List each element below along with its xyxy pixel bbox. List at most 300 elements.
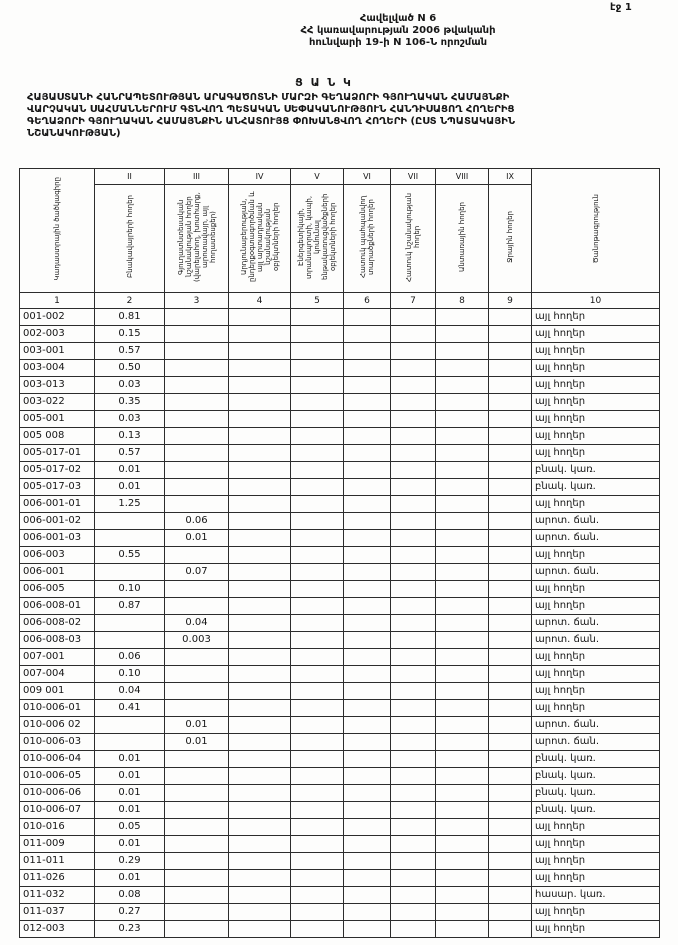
cell-cadastral-code: 011-032 <box>20 887 95 904</box>
cell-area-value <box>489 836 532 853</box>
cell-area-value <box>436 683 489 700</box>
cell-cadastral-code: 003-013 <box>20 377 95 394</box>
cell-cadastral-code: 010-006 02 <box>20 717 95 734</box>
cell-area-value <box>291 802 344 819</box>
cell-note: արոտ. ճան. <box>532 734 660 751</box>
cell-area-value <box>391 887 436 904</box>
table-row <box>20 513 660 530</box>
cell-area-value <box>291 615 344 632</box>
cell-area-value <box>489 445 532 462</box>
cell-area-value <box>229 717 291 734</box>
column-header-label: Բնակավայրերի հողեր <box>125 195 134 278</box>
cell-area-value <box>165 870 229 887</box>
cell-area-value <box>489 428 532 445</box>
cell-area-value <box>229 411 291 428</box>
annex-line: հունվարի 19-ի N 106-Ն որոշման <box>308 37 488 48</box>
cell-area-value <box>165 360 229 377</box>
cell-area-value <box>344 411 391 428</box>
cell-area-value <box>391 632 436 649</box>
cell-area-value <box>291 377 344 394</box>
cell-area-value <box>165 683 229 700</box>
cell-area-value <box>436 751 489 768</box>
table-row <box>20 394 660 411</box>
cell-note: բնակ. կառ. <box>532 462 660 479</box>
cell-area-value <box>229 700 291 717</box>
column-roman-numeral: VI <box>344 169 391 185</box>
cell-area-value <box>489 666 532 683</box>
cell-area-value: 0.13 <box>95 428 165 445</box>
cell-area-value <box>165 887 229 904</box>
cell-area-value <box>165 496 229 513</box>
column-number: 4 <box>229 293 291 309</box>
column-header-label: Էներգետիկայի, տրանսպորտի, կապի, կոմունալ ենթակառուցվածքների օբյեկտների հողեր <box>297 193 337 280</box>
cell-area-value <box>165 462 229 479</box>
cell-area-value <box>489 377 532 394</box>
cell-area-value <box>489 530 532 547</box>
cell-area-value <box>344 717 391 734</box>
cell-area-value <box>291 513 344 530</box>
cell-area-value <box>344 700 391 717</box>
cell-area-value <box>391 870 436 887</box>
cell-area-value <box>344 649 391 666</box>
cell-area-value <box>344 394 391 411</box>
cell-area-value <box>489 479 532 496</box>
cell-area-value: 0.10 <box>95 581 165 598</box>
table-row <box>20 853 660 870</box>
cell-area-value <box>291 904 344 921</box>
cell-area-value <box>344 887 391 904</box>
cell-area-value <box>291 462 344 479</box>
cell-note: արոտ. ճան. <box>532 564 660 581</box>
cell-area-value <box>344 581 391 598</box>
table-row <box>20 785 660 802</box>
cell-area-value <box>436 615 489 632</box>
table-row <box>20 377 660 394</box>
cell-area-value <box>165 819 229 836</box>
subtitle-line: ՎԱՐՉԱԿԱՆ ՍԱՀՄԱՆՆԵՐՈՒՄ ԳՏՆՎՈՂ ՊԵՏԱԿԱՆ ՍԵՓԱԿԱՆՈՒԹՅՈՒՆ ՀԱՆԴԻՍԱՑՈՂ ՀՈՂԵՐԻՑ <box>27 104 515 115</box>
cell-area-value: 0.03 <box>95 377 165 394</box>
column-roman-numeral: VIII <box>436 169 489 185</box>
cell-cadastral-code: 003-001 <box>20 343 95 360</box>
cell-area-value: 0.01 <box>95 802 165 819</box>
cell-cadastral-code: 011-011 <box>20 853 95 870</box>
annex-block <box>120 13 676 49</box>
cell-area-value <box>391 547 436 564</box>
cell-area-value: 0.06 <box>165 513 229 530</box>
cell-area-value <box>391 394 436 411</box>
cell-area-value <box>489 564 532 581</box>
cell-area-value <box>344 802 391 819</box>
cell-area-value <box>229 513 291 530</box>
table-row <box>20 921 660 938</box>
cell-area-value: 0.08 <box>95 887 165 904</box>
cell-area-value <box>229 564 291 581</box>
cell-area-value <box>291 411 344 428</box>
cell-area-value <box>229 819 291 836</box>
cell-area-value <box>489 802 532 819</box>
column-header <box>436 185 489 293</box>
cell-area-value <box>436 326 489 343</box>
cell-area-value <box>229 836 291 853</box>
cell-area-value <box>229 683 291 700</box>
column-header <box>229 185 291 293</box>
cell-area-value <box>489 598 532 615</box>
cell-area-value <box>391 853 436 870</box>
cell-area-value <box>229 547 291 564</box>
table-row <box>20 598 660 615</box>
cell-note: այլ հողեր <box>532 547 660 564</box>
cell-area-value: 0.01 <box>165 717 229 734</box>
cell-cadastral-code: 006-001-01 <box>20 496 95 513</box>
cell-area-value <box>165 853 229 870</box>
cell-area-value <box>391 734 436 751</box>
cell-area-value <box>344 479 391 496</box>
cell-cadastral-code: 006-001-02 <box>20 513 95 530</box>
cell-area-value <box>436 394 489 411</box>
cell-area-value: 0.57 <box>95 445 165 462</box>
cell-note: բնակ. կառ. <box>532 802 660 819</box>
cell-area-value <box>165 751 229 768</box>
column-roman-numeral: IX <box>489 169 532 185</box>
cell-area-value <box>229 496 291 513</box>
cell-note: այլ հողեր <box>532 496 660 513</box>
column-roman-numeral: V <box>291 169 344 185</box>
cell-area-value <box>291 734 344 751</box>
cell-note: այլ հողեր <box>532 683 660 700</box>
cell-cadastral-code: 006-008-01 <box>20 598 95 615</box>
cell-cadastral-code: 010-016 <box>20 819 95 836</box>
cell-area-value <box>229 649 291 666</box>
cell-note: բնակ. կառ. <box>532 751 660 768</box>
cell-area-value <box>489 887 532 904</box>
cell-area-value <box>165 581 229 598</box>
cell-area-value <box>489 921 532 938</box>
cell-area-value: 0.01 <box>95 870 165 887</box>
table-body <box>20 309 660 938</box>
cell-area-value <box>344 819 391 836</box>
cell-cadastral-code: 007-001 <box>20 649 95 666</box>
cell-note: արոտ. ճան. <box>532 717 660 734</box>
cell-area-value <box>229 309 291 326</box>
cell-area-value <box>165 309 229 326</box>
cell-area-value <box>489 513 532 530</box>
cell-area-value: 0.06 <box>95 649 165 666</box>
cell-area-value <box>344 598 391 615</box>
cell-note: այլ հողեր <box>532 853 660 870</box>
cell-area-value <box>95 717 165 734</box>
table-row <box>20 887 660 904</box>
cell-area-value <box>291 870 344 887</box>
table-row <box>20 904 660 921</box>
cell-note: այլ հողեր <box>532 360 660 377</box>
cell-note: այլ հողեր <box>532 904 660 921</box>
cell-area-value: 0.87 <box>95 598 165 615</box>
cell-cadastral-code: 011-037 <box>20 904 95 921</box>
cell-area-value <box>344 683 391 700</box>
cell-cadastral-code: 005-017-03 <box>20 479 95 496</box>
cell-area-value <box>436 445 489 462</box>
table-row <box>20 309 660 326</box>
cell-area-value <box>291 360 344 377</box>
cell-area-value <box>436 734 489 751</box>
cell-area-value <box>344 666 391 683</box>
cell-area-value <box>489 411 532 428</box>
cell-area-value <box>391 428 436 445</box>
table-row <box>20 700 660 717</box>
table-row <box>20 836 660 853</box>
cell-area-value <box>344 428 391 445</box>
cell-area-value: 0.23 <box>95 921 165 938</box>
annex-line: Հավելված N 6 <box>359 13 437 24</box>
cell-area-value <box>229 326 291 343</box>
cell-cadastral-code: 006-001-03 <box>20 530 95 547</box>
column-roman-numeral: II <box>95 169 165 185</box>
cell-area-value <box>291 479 344 496</box>
cell-area-value <box>344 853 391 870</box>
cell-area-value <box>344 615 391 632</box>
cell-area-value <box>229 462 291 479</box>
cell-area-value <box>229 768 291 785</box>
cell-cadastral-code: 010-006-05 <box>20 768 95 785</box>
cell-cadastral-code: 006-008-02 <box>20 615 95 632</box>
cell-area-value <box>344 343 391 360</box>
cell-area-value <box>291 394 344 411</box>
cell-note: այլ հողեր <box>532 666 660 683</box>
cell-area-value <box>291 632 344 649</box>
cell-cadastral-code: 006-001 <box>20 564 95 581</box>
cell-note: այլ հողեր <box>532 819 660 836</box>
cell-area-value <box>291 530 344 547</box>
cell-cadastral-code: 006-008-03 <box>20 632 95 649</box>
cell-area-value <box>391 598 436 615</box>
cell-area-value <box>489 904 532 921</box>
cell-area-value <box>489 343 532 360</box>
cell-area-value <box>436 513 489 530</box>
cell-area-value <box>229 802 291 819</box>
cell-area-value <box>489 683 532 700</box>
cell-area-value <box>291 581 344 598</box>
column-roman-numeral: III <box>165 169 229 185</box>
table-row <box>20 870 660 887</box>
cell-area-value <box>391 615 436 632</box>
cell-area-value <box>489 547 532 564</box>
cell-area-value <box>391 836 436 853</box>
cell-area-value: 0.41 <box>95 700 165 717</box>
cell-area-value <box>344 360 391 377</box>
column-header-label: Ջրային հողեր <box>506 210 514 263</box>
column-header-label: Արդյունաբերության, ընդերքօգտագործման և այլ արտադրական նշանակության օբյեկտների հողեր <box>239 191 280 282</box>
cell-cadastral-code: 011-026 <box>20 870 95 887</box>
cell-cadastral-code: 003-004 <box>20 360 95 377</box>
column-number: 8 <box>436 293 489 309</box>
cell-area-value: 0.15 <box>95 326 165 343</box>
column-number: 2 <box>95 293 165 309</box>
table-row <box>20 428 660 445</box>
cell-note: այլ հողեր <box>532 309 660 326</box>
cell-area-value <box>165 326 229 343</box>
cell-area-value <box>291 768 344 785</box>
cell-area-value <box>436 547 489 564</box>
cell-note: այլ հողեր <box>532 326 660 343</box>
cell-area-value <box>489 717 532 734</box>
table-row <box>20 530 660 547</box>
cell-area-value <box>291 683 344 700</box>
column-roman-numeral: VII <box>391 169 436 185</box>
cell-area-value <box>391 513 436 530</box>
column-header-label: Գյուղատնտեսական նշանակության հողեր (վարելահող, խոտհարք, արոտավայր, այլ հողատեսքեր) <box>176 191 217 282</box>
cell-area-value <box>165 666 229 683</box>
cell-note: այլ հողեր <box>532 377 660 394</box>
cell-area-value <box>291 836 344 853</box>
cell-area-value: 0.57 <box>95 343 165 360</box>
cell-area-value <box>391 768 436 785</box>
cell-area-value <box>291 751 344 768</box>
cell-area-value <box>344 768 391 785</box>
cell-area-value <box>391 326 436 343</box>
cell-area-value <box>436 819 489 836</box>
cell-area-value <box>165 598 229 615</box>
cell-area-value <box>391 530 436 547</box>
cell-area-value <box>291 309 344 326</box>
table-row <box>20 343 660 360</box>
cell-area-value <box>344 326 391 343</box>
cell-area-value <box>436 904 489 921</box>
cell-area-value <box>489 751 532 768</box>
cell-cadastral-code: 010-006-01 <box>20 700 95 717</box>
cell-area-value <box>291 564 344 581</box>
cell-area-value <box>344 530 391 547</box>
table-row <box>20 564 660 581</box>
cell-area-value: 0.81 <box>95 309 165 326</box>
cell-note: արոտ. ճան. <box>532 632 660 649</box>
cell-area-value <box>229 445 291 462</box>
table-row <box>20 649 660 666</box>
cell-area-value <box>436 836 489 853</box>
cell-area-value: 0.003 <box>165 632 229 649</box>
table-row <box>20 360 660 377</box>
cell-area-value <box>391 411 436 428</box>
cell-area-value <box>391 309 436 326</box>
column-roman-numeral: IV <box>229 169 291 185</box>
cell-area-value <box>291 496 344 513</box>
column-header-label: Անտառային հողեր <box>458 201 466 272</box>
cell-area-value: 0.55 <box>95 547 165 564</box>
column-number: 10 <box>532 293 660 309</box>
cell-area-value <box>436 530 489 547</box>
cell-area-value <box>344 921 391 938</box>
cell-area-value: 0.04 <box>165 615 229 632</box>
cell-area-value <box>291 853 344 870</box>
cell-area-value: 0.01 <box>95 462 165 479</box>
column-header <box>95 185 165 293</box>
cell-area-value <box>489 870 532 887</box>
cell-area-value <box>291 428 344 445</box>
cell-area-value <box>436 785 489 802</box>
column-header <box>344 185 391 293</box>
cell-area-value <box>291 598 344 615</box>
cell-area-value <box>436 649 489 666</box>
cell-area-value <box>165 479 229 496</box>
cell-area-value <box>165 394 229 411</box>
table-row <box>20 581 660 598</box>
document-subtitle <box>27 92 659 140</box>
cell-area-value <box>229 360 291 377</box>
cell-area-value: 0.35 <box>95 394 165 411</box>
cell-area-value <box>489 632 532 649</box>
cell-area-value <box>344 870 391 887</box>
cell-area-value <box>229 921 291 938</box>
cell-area-value <box>229 428 291 445</box>
cell-cadastral-code: 005 008 <box>20 428 95 445</box>
column-header <box>20 169 95 293</box>
column-header-label: Ծանոթագրություն <box>591 193 600 264</box>
cell-cadastral-code: 011-009 <box>20 836 95 853</box>
column-number: 3 <box>165 293 229 309</box>
cell-area-value <box>291 547 344 564</box>
cell-area-value <box>436 360 489 377</box>
cell-area-value <box>391 581 436 598</box>
table-row <box>20 802 660 819</box>
column-number: 9 <box>489 293 532 309</box>
cell-area-value <box>229 581 291 598</box>
cell-area-value: 0.03 <box>95 411 165 428</box>
land-parcels-table <box>19 168 660 938</box>
cell-area-value <box>344 462 391 479</box>
cell-area-value <box>489 309 532 326</box>
cell-area-value <box>489 785 532 802</box>
cell-area-value <box>436 921 489 938</box>
table-header <box>20 169 660 309</box>
cell-area-value <box>391 785 436 802</box>
cell-area-value <box>291 445 344 462</box>
cell-area-value <box>229 887 291 904</box>
cell-area-value <box>489 700 532 717</box>
cell-area-value <box>291 785 344 802</box>
column-header-label: Հատուկ պահպանվող տարածքների հողեր <box>359 195 375 278</box>
table-row <box>20 479 660 496</box>
cell-note: այլ հողեր <box>532 428 660 445</box>
cell-cadastral-code: 002-003 <box>20 326 95 343</box>
cell-area-value <box>95 734 165 751</box>
cell-note: բնակ. կառ. <box>532 768 660 785</box>
table-row <box>20 496 660 513</box>
cell-area-value <box>165 445 229 462</box>
cell-note: բնակ. կառ. <box>532 479 660 496</box>
cell-area-value <box>291 649 344 666</box>
cell-area-value <box>391 360 436 377</box>
cell-note: այլ հողեր <box>532 598 660 615</box>
cell-cadastral-code: 010-006-06 <box>20 785 95 802</box>
cell-area-value <box>436 870 489 887</box>
cell-cadastral-code: 003-022 <box>20 394 95 411</box>
cell-area-value: 0.10 <box>95 666 165 683</box>
cell-area-value <box>391 666 436 683</box>
cell-area-value <box>344 309 391 326</box>
cell-area-value <box>436 462 489 479</box>
cell-area-value <box>95 564 165 581</box>
cell-cadastral-code: 001-002 <box>20 309 95 326</box>
cell-area-value <box>391 496 436 513</box>
table-row <box>20 445 660 462</box>
cell-area-value <box>436 479 489 496</box>
cell-cadastral-code: 005-017-02 <box>20 462 95 479</box>
cell-note: այլ հողեր <box>532 700 660 717</box>
cell-area-value <box>165 904 229 921</box>
column-number: 5 <box>291 293 344 309</box>
cell-note: բնակ. կառ. <box>532 785 660 802</box>
table-row <box>20 615 660 632</box>
cell-area-value <box>436 581 489 598</box>
